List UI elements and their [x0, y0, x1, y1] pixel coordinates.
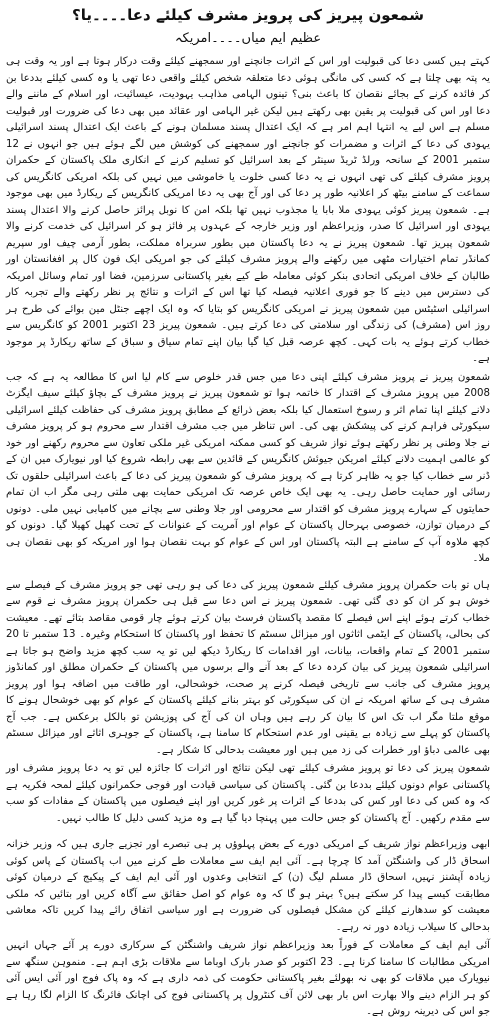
- article-paragraph: شمعون پیریز نے پرویز مشرف کیلئے اپنی دعا میں جس قدر خلوص سے کام لیا اس کا مطالعہ یہ ہے کہ جب 2008 میں پرویز مشرف کے اقتدار کا خاتمہ ہوا تو شمعون پیریز نے پرویز مشرف کے بچاؤ کیلئے سیف ایگزٹ دلانے کیلئے اپنا تمام اثر و رسوخ استعمال کیا بلکہ بعض ذرائع کے مطابق پرویز مشرف کی حفاظت کیلئے اسرائیلی سیکورٹی فراہم کرنے کی پیشکش بھی کی۔ اس تناظر میں جب مشرف اقتدار سے محروم ہو کر پرویز مشرف نے جلا وطنی پر نظر رکھتے ہوئے نواز شریف کو کسی ممکنہ امریکی غیر ملکی تعاون سے محروم رکھنے اور خود کو عالمی اہمیت دلانے کیلئے امریکن جیوئش کانگریس کے قائدین سے بھی رابطہ شروع کیا اور نیویارک میں ان کے ڈنر سے خطاب کیا جو یہ ظاہر کرتا ہے کہ پرویز مشرف کو شمعون پیریز کی دعا کے باعث اسرائیلی حلقوں تک رسائی اور حمایت حاصل رہی۔ یہ بھی ایک خاص عرصہ تک امریکی حمایت بھی ملتی رہی مگر اب ان تمام حمایتوں کے سہارے پرویز مشرف کو اقتدار سے محرومی اور جلا وطنی سے بچانے میں کامیابی نہیں ملی۔ دونوں کے درمیان توازن، خصوصی بہرحال پاکستان کے عوام اور آمریت کے عنوانات کے تحت کھیل کھیلا گیا۔ دونوں کو کچھ ملاوہ آپ کے سامنے ہے البتہ پاکستان اور اس کے عوام کو بہت نقصان ہوا اور امریکہ کو بھی نقصان ہی ملا۔: [6, 371, 490, 564]
- article-paragraph: کہتے ہیں کسی دعا کی قبولیت اور اس کے اثرات جانچنے اور سمجھنے کیلئے وقت درکار ہوتا ہے اور یہ وقت ہی یہ پتہ بھی چلتا ہے کہ کسی کی مانگی ہوئی دعا متعلقہ شخص کیلئے واقعی دعا تھی یا وہ کسی کیلئے بددعا بن کر فائدہ کرنے کے بجائے نقصان کا باعث بنی؟ تینوں الہامی مذاہب یہودیت، عیسائیت، اور اسلام کے ماننے والے دعا اور اس کی قبولیت پر یقین بھی رکھتے ہیں لیکن غیر الہامی اور عقائد میں بھی دعا کی ضرورت اور قبولیت مسلم ہے اس لیے یہ انتہا اہم امر ہے کہ ایک اعتدال پسند مسلمان ہونے کے باعث ایک اعتدال پسند اسرائیلی یہودی کی دعا کے اثرات و مضمرات کو جانچنے اور سمجھنے کی کوشش میں لگے ہوئے ہیں جو انہوں نے 12 ستمبر 2001 کے سانحہ ورلڈ ٹریڈ سینٹر کے بعد اسرائیل کو تسلیم کرنے کے انکاری ملک پاکستان کے حکمران پرویز مشرف کیلئے کی تھی انہوں نے یہ دعا کسی خلوت یا خاموشی میں نہیں کی بلکہ امریکی کانگریس کی سماعت کے سامنے بیٹھ کر اعلانیہ طور پر دعا کی اور آج بھی یہ دعا امریکی کانگریس کے ریکارڈ میں بھی موجود ہے۔ شمعون پیریز کوئی یہودی ملا بابا یا مجذوب نہیں تھا بلکہ امن کا نوبل پرائز حاصل کرنے والا اعتدال پسند یہودی اور اسرائیل کا صدر، وزیراعظم اور وزیر خارجہ کے عہدوں پر فائز ہو کر اسرائیل کی خدمت کرنے والا شمعون پیریز تھا۔ شمعون پیریز نے یہ دعا پاکستان میں بطور سربراہ مملکت، بطور آرمی چیف اور سپریم کمانڈر تمام اختیارات مٹھی میں رکھنے والے پرویز مشرف کیلئے کی جو امریکی ایک فون کال پر افغانستان اور طالبان کے خلاف امریکی اتحادی بنکر کوئی معاملہ طے کیے بغیر پاکستانی سرزمین، فضا اور تمام وسائل امریکہ کی دسترس میں دینے کا جو فوری اعلانیہ فیصلہ کیا تھا اس کے اثرات و نتائج پر نظر رکھتے والے تجربہ کار اسرائیلی اسٹیٹس مین شمعون پیریز نے امریکی کانگریس کو بتایا کہ وہ ایک اچھے جنٹل مین بوائے کی طرح ہر روز اس (مشرف) کی زندگی اور سلامتی کی دعا کرتے ہیں۔ شمعون پیریز 23 اکتوبر 2001 کو کانگریس سے خطاب کرتے ہوئے یہ بات کہی۔ کچھ عرصہ قبل کیا گیا بیان اپنے تمام سیاق و سباق کے ساتھ ریکارڈ پر موجود ہے۔: [6, 56, 490, 364]
- article-byline: عظیم ایم میاں۔۔۔۔امریکہ: [174, 31, 322, 46]
- article-paragraph: شمعون پیریز کی دعا تو پرویز مشرف کیلئے تھی لیکن نتائج اور اثرات کا جائزہ لیں تو یہ دعا پرویز مشرف اور پاکستانی عوام دونوں کیلئے بددعا بن گئی۔ پاکستان کی سیاسی قیادت اور فوجی حکمرانوں کیلئے لمحہ فکریہ ہے کہ وہ کس کی دعا اور کس کی بددعا کے اثرات پر غور کریں اور اپنے فیصلوں میں پاکستان کے مفادات کو سب سے مقدم رکھیں۔ آج پاکستان کو جس حالت میں پہنچا دیا گیا ہے وہ مزید کسی دلیل کا طالب نہیں۔: [6, 763, 490, 824]
- article-paragraph: آئی ایم ایف کے معاملات کے فوراً بعد وزیراعظم نواز شریف واشنگٹن کے سرکاری دورے پر آئے جہاں انہیں امریکی مطالبات کا سامنا کرنا ہے۔ 23 اکتوبر کو صدر بارک اوباما سے ملاقات بڑی اہم ہے۔ منموہن سنگھ سے نیویارک میں ملاقات کو بھی نہ بھولئے بغیر پاکستانی حکومت کی ذمہ داری ہے کہ وہ پاک فوج اور آئی ایس آئی کو ہر الزام دینے والا بھارت اس بار بھی لائن آف کنٹرول پر پاکستانی فوج کی اچانک فائرنگ کا الزام لگا رہا ہے جو اس کی دیرینہ روش ہے۔: [6, 940, 490, 1017]
- article-paragraph: ہاں تو بات حکمران پرویز مشرف کیلئے شمعون پیریز کی دعا کی ہو رہی تھی جو پرویز مشرف کے فیصلے سے خوش ہو کر ان کو دی گئی تھی۔ شمعون پیریز نے اس دعا سے قبل ہی حکمران پرویز مشرف نے قوم سے خطاب کرتے ہوئے اپنے اس فیصلے کا مقصد پاکستان فرسٹ بیان کرتے ہوئے چار قومی مقاصد بتائے تھے۔ معیشت کی بحالی، پاکستان کے ایٹمی اثاثوں اور میزائل سسٹم کا تحفظ اور پاکستان کا استحکام وغیرہ۔ 13 ستمبر تا 20 ستمبر 2001 کے تمام واقعات، بیانات، اور اقدامات کا ریکارڈ دیکھ لیں تو یہ سب کچھ مزید واضح ہو جاتا ہے اسرائیلی شمعون پیریز کی بیان کردہ دعا کے بعد آنے والے برسوں میں پاکستان کے حکمران مطلق اور کمانڈوز پرویز مشرف کی جانب سے تاریخی فیصلہ کرنے پر صحت، خوشحالی، اور طاقت میں اضافہ ہوا اور پرویز مشرف ہی کے ساتھ امریکہ نے ان کی سیکورٹی کو بہتر بنانے کیلئے پاکستان کے عوام کو بھی خوشحال ہونے کا موقع ملتا مگر اب تک اس کا بیان کر رہے ہیں وہاں ان کی آج کی پوزیشن تو بالکل برعکس ہے۔ جب آج پاکستان کو پہلے سے زیادہ بے یقینی اور عدم استحکام کا سامنا ہے، پاکستان کے جوہری اثاثے اور میزائل سسٹم بھی عالمی دباؤ اور خطرات کی زد میں ہیں اور معیشت بدحالی کا شکار ہے۔: [6, 579, 490, 756]
- article-paragraph: ابھی وزیراعظم نواز شریف کے امریکی دورے کے بعض پہلوؤں پر ہی تبصرے اور تجزیے جاری ہیں کہ وزیر خزانہ اسحاق ڈار کی واشنگٹن آمد کا چرچا ہے۔ آئی ایم ایف سے معاملات طے کرنے میں اب پاکستان کے پاس کوئی زیادہ آپشنز نہیں، اسحاق ڈار مسلم لیگ (ن) کے انتخابی وعدوں اور آئی ایم ایف کے پیکیج کے درمیان کوئی مطابقت کیسے پیدا کر سکتے ہیں؟ بہتر ہو گا کہ وہ عوام کو اصل حقائق سے آگاہ کریں اور بتائیں کہ ملکی معیشت کو سدھارنے کیلئے کن مشکل فیصلوں کی ضرورت ہے اور سیاسی اتفاق رائے پیدا کریں تاکہ معاشی بدحالی کا سیلاب زیادہ دور نہ رہے۔: [6, 839, 490, 933]
- article-body: [6, 54, 490, 1021]
- article-title: شمعون پیریز کی پرویز مشرف کیلئے دعا۔۔۔۔یا؟: [72, 6, 424, 24]
